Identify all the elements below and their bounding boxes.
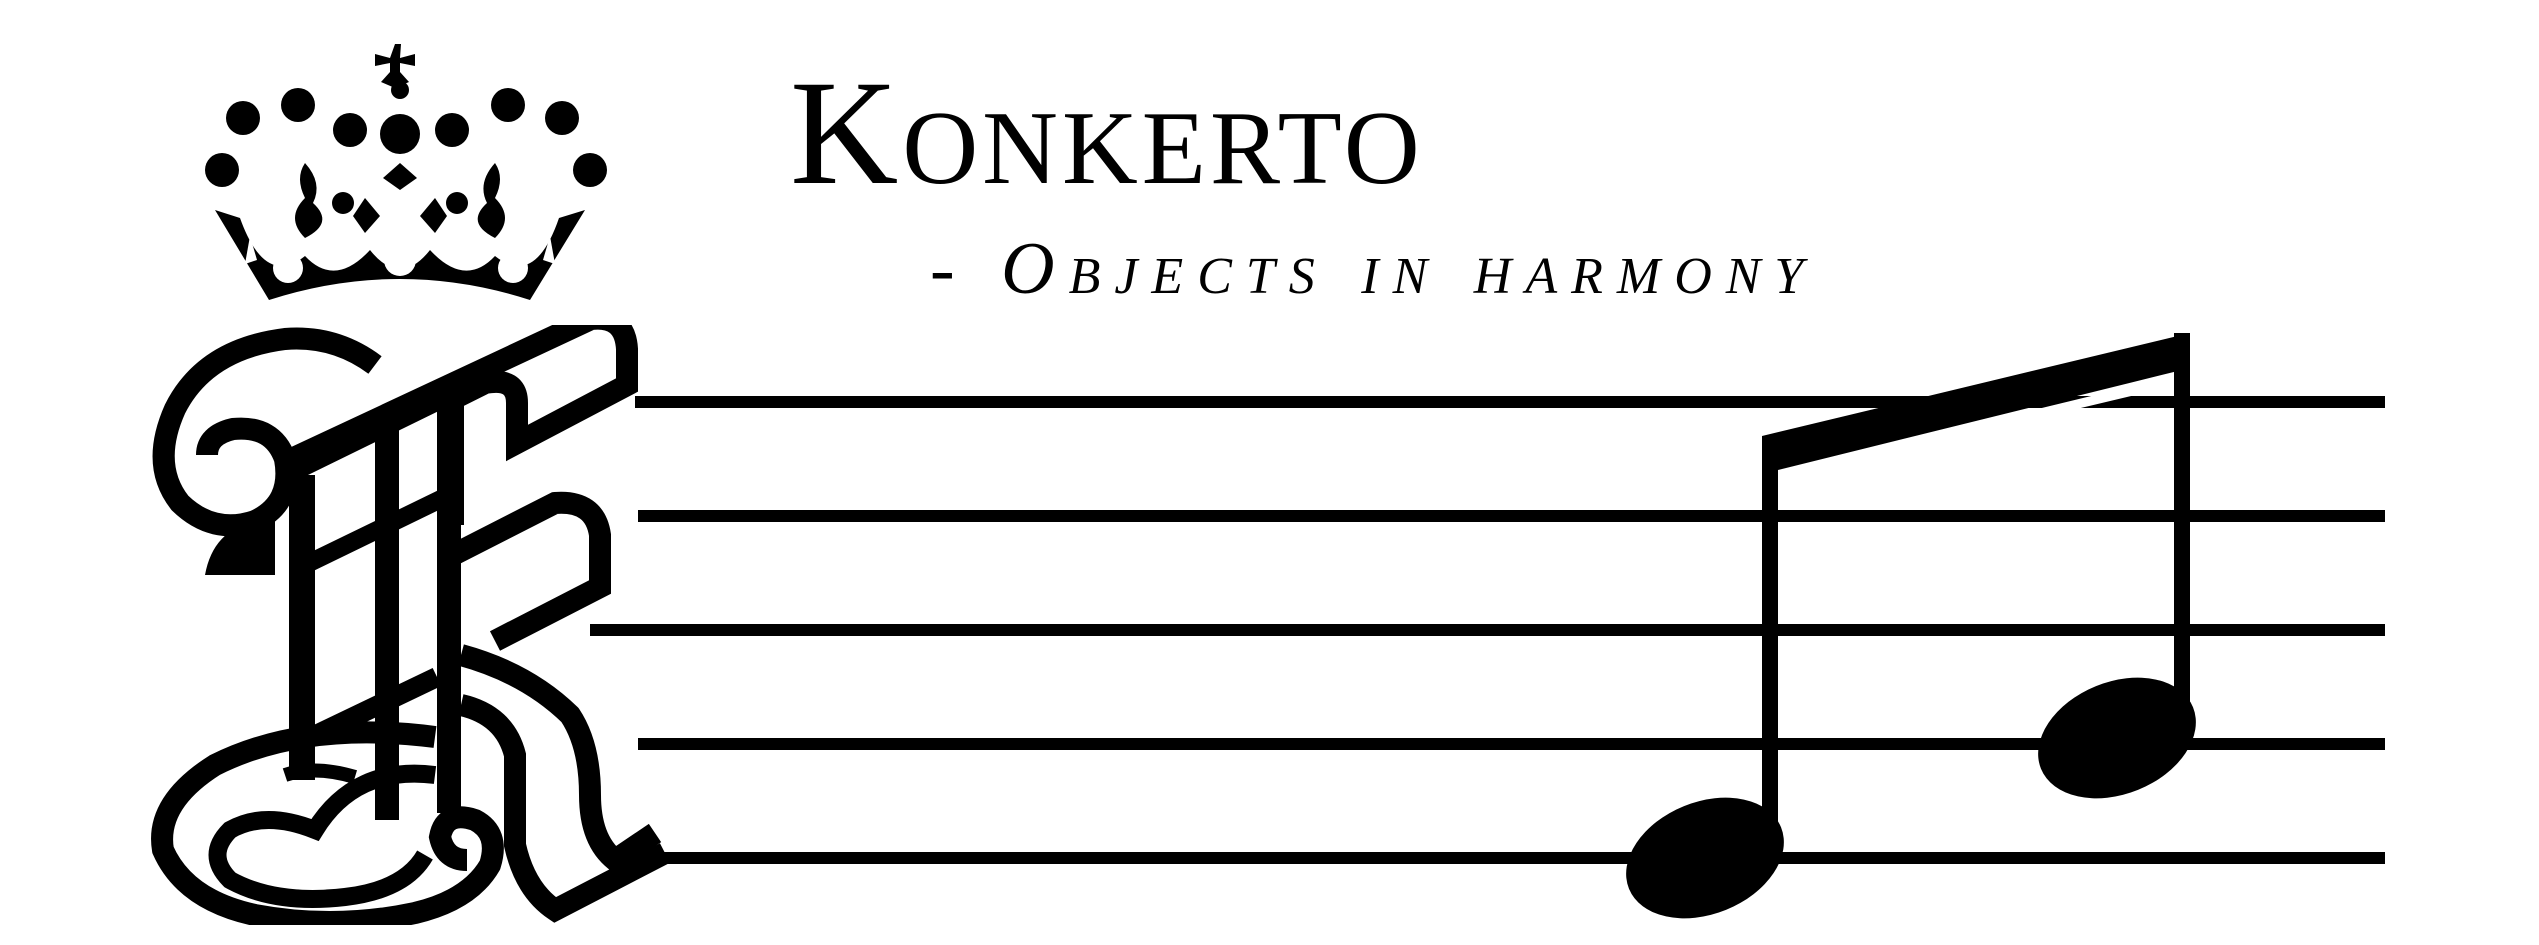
beamed-eighth-notes-icon bbox=[1608, 333, 2214, 941]
staff-line-5 bbox=[660, 852, 2385, 864]
note-stem-1 bbox=[1762, 436, 1778, 856]
note-stem-2 bbox=[2174, 333, 2190, 728]
brand-title: Konkerto bbox=[790, 50, 1424, 216]
staff-line-3 bbox=[590, 624, 2385, 636]
staff-line-2 bbox=[638, 510, 2385, 522]
brand-subtitle: - Objects in harmony bbox=[930, 228, 1818, 310]
